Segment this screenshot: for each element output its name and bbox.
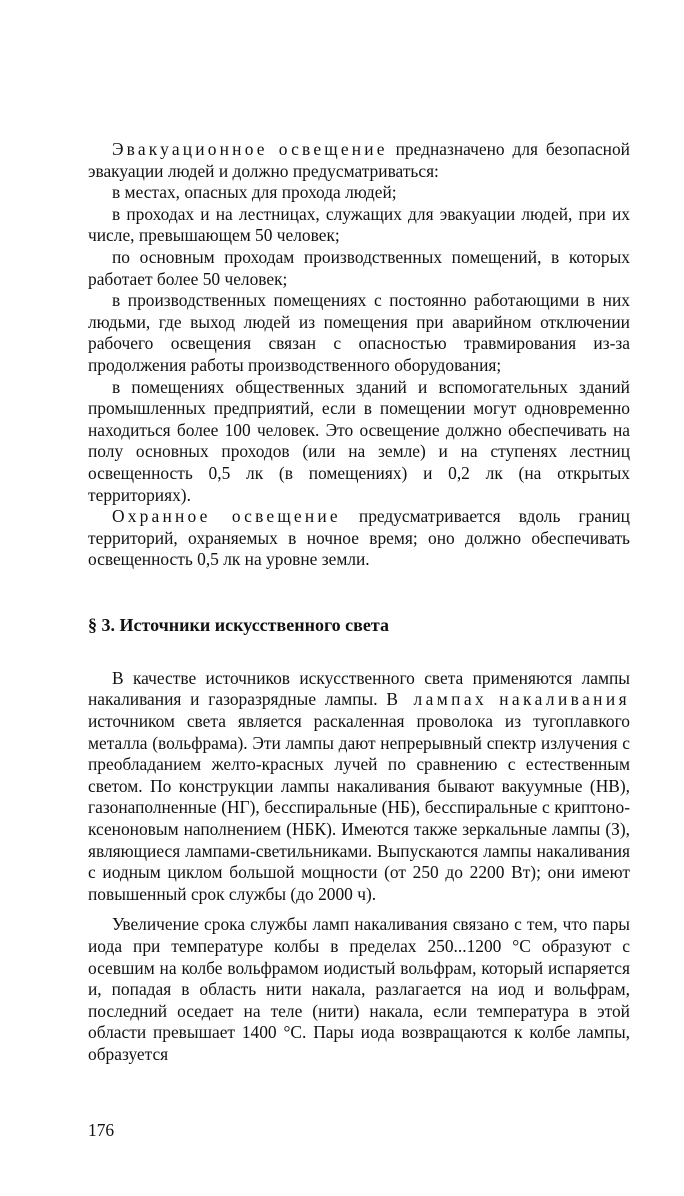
list-item-public-buildings: в помещениях общественных зданий и вспомогательных зданий промышленных предприятий, если в помещении могут одновременно находиться более 100 человек. Это освещение должно обеспечивать на полу основных проходов (или на земле) и на ступенях лестниц освещенность 0,5 лк (в помещениях) и 0,2 лк (на открытых территориях). xyxy=(88,376,630,505)
paragraph-light-sources xyxy=(88,668,630,906)
paragraph-security-lighting xyxy=(88,506,630,571)
term-incandescent-lamps: В лампах накаливания xyxy=(386,689,630,710)
list-item-main-passages: по основным проходам производственных помещений, в которых работает более 50 человек; xyxy=(88,246,630,289)
list-item-production-rooms: в производственных помещениях с постоянно работающими в них людьми, где выход людей из помещения при аварийном отключении рабочего освещения связан с опасностью травмирования из-за продолжения работы производственного оборудования; xyxy=(88,290,630,375)
paragraph-evacuation-lighting xyxy=(88,139,630,182)
term-evacuation-lighting: Эвакуационное освещение xyxy=(112,139,388,159)
list-item-passages-stairs: в проходах и на лестницах, служащих для эвакуации людей, при их числе, превышающем 50 человек; xyxy=(88,203,630,246)
page-body xyxy=(88,139,630,1066)
list-item-dangerous-places: в местах, опасных для прохода людей; xyxy=(112,182,397,203)
paragraph-text: предусматривается вдоль границ территорий, охраняемых в ночное время; оно должно обеспечивать освещенность 0,5 лк на уровне земли. xyxy=(88,506,630,570)
paragraph-text: предназначено для безопасной эвакуации людей и должно предусматриваться: xyxy=(88,139,630,181)
section-heading: § 3. Источники искусственного света xyxy=(88,614,389,635)
paragraph-text: источником света является раскаленная проволока из тугоплавкого металла (вольфрама). Эти лампы дают непрерывный спектр излучения с преобладанием желто-красных лучей по сравнению с естественным светом. По конструкции лампы накаливания бывают вакуумные (НВ), газонаполненные (НГ), бесспиральные (НБ), бесспиральные с криптоно-ксеноновым наполнением (НБК). Имеются также зеркальные лампы (З), являющиеся лампами-светильниками. Выпускаются лампы накаливания с иодным циклом большой мощности (от 250 до 2200 Вт); они имеют повышенный срок службы (до 2000 ч). xyxy=(88,711,630,904)
paragraph-text: В качестве источников искусственного света применяются лампы накаливания и газоразрядные лампы. xyxy=(88,667,630,710)
term-security-lighting: Охранное освещение xyxy=(112,506,341,527)
paragraph-lamp-lifetime: Увеличение срока службы ламп накаливания связано с тем, что пары иода при температуре колбы в пределах 250...1200 °С образуют с осевшим на колбе вольфрамом иодистый вольфрам, который испаряется и, попадая в область нити накала, разлагается на иод и вольфрам, последний оседает на теле (нити) накала, если температура в этой области превышает 1400 °С. Пары иода возвращаются к колбе лампы, образуется xyxy=(88,914,630,1064)
page-number: 176 xyxy=(88,1120,115,1140)
